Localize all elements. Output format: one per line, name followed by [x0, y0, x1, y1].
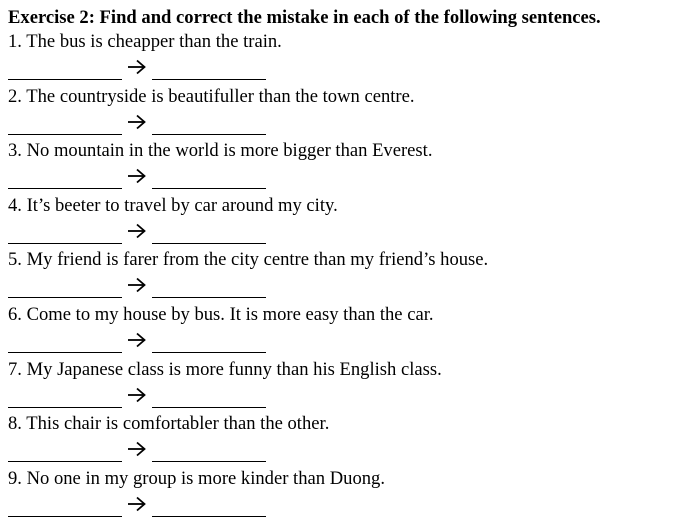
exercise-item [8, 358, 684, 413]
correction-blank[interactable] [152, 109, 266, 135]
right-arrow-icon [127, 168, 147, 184]
answer-row [8, 382, 684, 412]
mistake-blank[interactable] [8, 163, 122, 189]
mistake-blank[interactable] [8, 54, 122, 80]
exercise-sentence: 5. My friend is farer from the city centre than my friend’s house. [8, 249, 489, 271]
mistake-blank[interactable] [8, 272, 122, 298]
right-arrow-icon [127, 277, 147, 293]
exercise-sentence: 4. It’s beeter to travel by car around my city. [8, 194, 338, 216]
correction-blank[interactable] [152, 54, 266, 80]
exercise-item [8, 412, 684, 467]
correction-blank[interactable] [152, 163, 266, 189]
correction-blank[interactable] [152, 491, 266, 517]
correction-blank[interactable] [152, 436, 266, 462]
exercise-sentence: 9. No one in my group is more kinder than Duong. [8, 467, 385, 489]
right-arrow-icon [127, 441, 147, 457]
answer-row [8, 218, 684, 248]
exercise-sentence: 7. My Japanese class is more funny than his English class. [8, 358, 442, 380]
exercise-sentence: 8. This chair is comfortabler than the other. [8, 413, 330, 435]
correction-blank[interactable] [152, 218, 266, 244]
exercise-item [8, 248, 684, 303]
right-arrow-icon [127, 387, 147, 403]
exercise-title: Exercise 2: Find and correct the mistake in each of the following sentences. [8, 7, 601, 28]
exercise-item [8, 194, 684, 249]
exercise-item [8, 85, 684, 140]
answer-row [8, 109, 684, 139]
right-arrow-icon [127, 496, 147, 512]
right-arrow-icon [127, 59, 147, 75]
exercise-list [8, 30, 684, 521]
mistake-blank[interactable] [8, 109, 122, 135]
answer-row [8, 327, 684, 357]
answer-row [8, 436, 684, 466]
correction-blank[interactable] [152, 327, 266, 353]
answer-row [8, 491, 684, 521]
exercise-item [8, 30, 684, 85]
mistake-blank[interactable] [8, 436, 122, 462]
answer-row [8, 272, 684, 302]
answer-row [8, 54, 684, 84]
exercise-sentence: 2. The countryside is beautifuller than the town centre. [8, 85, 415, 107]
exercise-item [8, 139, 684, 194]
right-arrow-icon [127, 223, 147, 239]
exercise-sentence: 1. The bus is cheapper than the train. [8, 31, 282, 52]
mistake-blank[interactable] [8, 327, 122, 353]
exercise-sentence: 6. Come to my house by bus. It is more easy than the car. [8, 303, 434, 325]
exercise-item [8, 467, 684, 522]
exercise-item [8, 303, 684, 358]
exercise-sentence: 3. No mountain in the world is more bigger than Everest. [8, 140, 433, 162]
answer-row [8, 163, 684, 193]
right-arrow-icon [127, 332, 147, 348]
mistake-blank[interactable] [8, 218, 122, 244]
right-arrow-icon [127, 114, 147, 130]
correction-blank[interactable] [152, 272, 266, 298]
mistake-blank[interactable] [8, 491, 122, 517]
worksheet [8, 6, 684, 521]
mistake-blank[interactable] [8, 382, 122, 408]
correction-blank[interactable] [152, 382, 266, 408]
